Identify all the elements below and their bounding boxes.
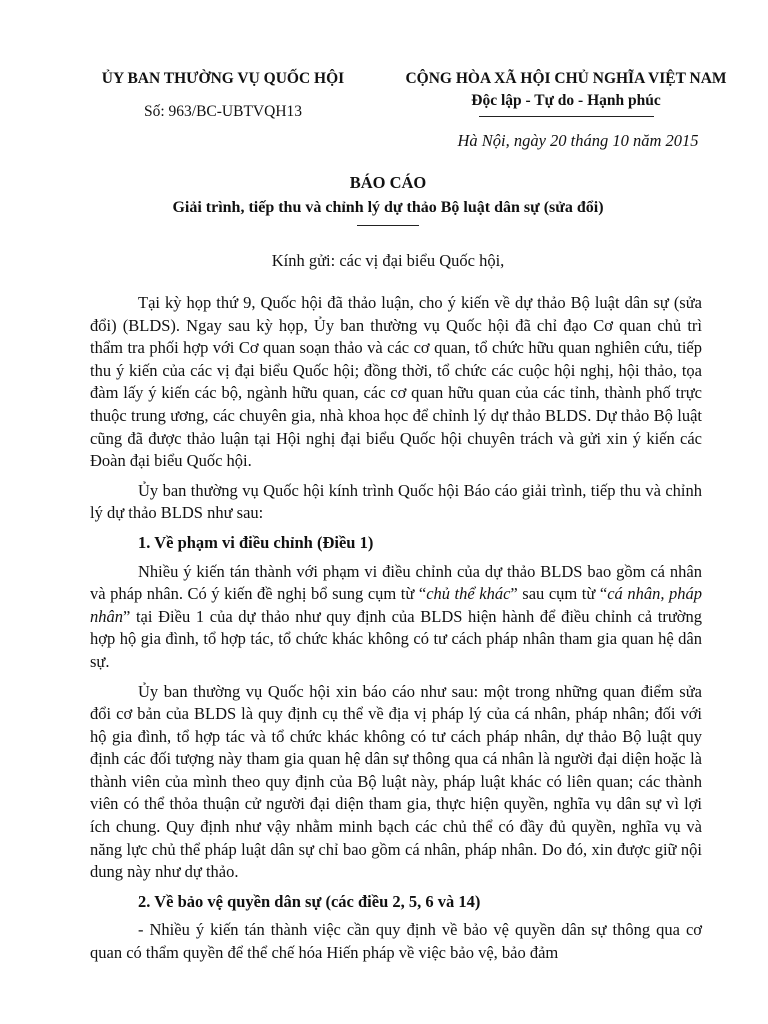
paragraph-committee-response: Ủy ban thường vụ Quốc hội xin báo cáo như sau: một trong những quan điểm sửa đổi cơ bản của BLDS là quy định cụ thể về địa vị pháp lý của cá nhân, pháp nhân; đối với hộ gia đình, tổ hợp tác và tổ chức khác không có tư cách pháp nhân, dự thảo Bộ luật quy định các đối tượng này tham gia quan hệ dân sự thông qua cá nhân là người đại diện hoặc là thành viên của mình theo quy định của Bộ luật này, pháp luật khác có liên quan; các thành viên có thể thỏa thuận cử người đại diện tham gia, thực hiện quyền, nghĩa vụ dân sự vì lợi ích chung. Quy định như vậy nhằm minh bạch các chủ thể có đầy đủ quyền, nghĩa vụ và năng lực chủ thể pháp luật dân sự chỉ bao gồm cá nhân, pháp nhân. Do đó, xin được giữ nội dung này như dự thảo.: [90, 681, 702, 882]
text-run: ” sau cụm từ “: [510, 584, 608, 604]
place-and-date: Hà Nội, ngày 20 tháng 10 năm 2015: [457, 131, 699, 150]
issuing-authority-name: ỦY BAN THƯỜNG VỤ QUỐC HỘI: [101, 70, 345, 87]
report-title-block: [90, 172, 686, 226]
text-run: Nhiều ý kiến tán thành với phạm vi điều chỉnh của dự thảo BLDS bao gồm cá nhân và pháp nhân. Có ý kiến đề nghị bổ sung cụm từ “: [90, 561, 702, 604]
paragraph-scope-opinions: [90, 561, 702, 674]
italic-term: cá nhân, pháp nhân: [90, 584, 702, 626]
national-motto: Độc lập - Tự do - Hạnh phúc: [471, 92, 661, 109]
italic-term: chủ thể khác: [426, 584, 511, 604]
report-title: BÁO CÁO: [349, 173, 427, 192]
text-run: ” tại Điều 1 của dự thảo như quy định của BLDS hiện hành để điều chỉnh cả trường hợp hộ gia đình, tổ hợp tác, tổ chức khác không có tư cách pháp nhân tham gia quan hệ dân sự.: [90, 606, 702, 671]
title-divider: [357, 225, 419, 226]
section-heading-2: 2. Về bảo vệ quyền dân sự (các điều 2, 5, 6 và 14): [138, 891, 481, 911]
document-number: Số: 963/BC-UBTVQH13: [143, 103, 303, 120]
paragraph-submission: Ủy ban thường vụ Quốc hội kính trình Quốc hội Báo cáo giải trình, tiếp thu và chỉnh lý dự thảo BLDS như sau:: [90, 480, 702, 523]
paragraph-civil-rights: - Nhiều ý kiến tán thành việc cần quy định về bảo vệ quyền dân sự thông qua cơ quan có thẩm quyền để thể chế hóa Hiến pháp về việc bảo vệ, bảo đảm: [90, 920, 702, 963]
issuing-authority-block: [88, 68, 358, 122]
section-heading-1: 1. Về phạm vi điều chỉnh (Điều 1): [138, 532, 374, 552]
national-title-block: [370, 68, 762, 117]
recipient-line: Kính gửi: các vị đại biểu Quốc hội,: [271, 251, 505, 270]
paragraph-intro: Tại kỳ họp thứ 9, Quốc hội đã thảo luận, cho ý kiến về dự thảo Bộ luật dân sự (sửa đổi) (BLDS). Ngay sau kỳ họp, Ủy ban thường vụ Quốc hội đã chỉ đạo Cơ quan chủ trì thẩm tra phối hợp với Cơ quan soạn thảo và các cơ quan, tổ chức hữu quan nghiên cứu, tiếp thu ý kiến của các vị đại biểu Quốc hội; đồng thời, tổ chức các cuộc hội nghị, hội thảo, tọa đàm lấy ý kiến các bộ, ngành hữu quan, các cơ quan hữu quan của các tỉnh, thành phố trực thuộc trung ương, các chuyên gia, nhà khoa học để chỉnh lý dự thảo BLDS. Dự thảo Bộ luật cũng đã được thảo luận tại Hội nghị đại biểu Quốc hội chuyên trách và gửi xin ý kiến các Đoàn đại biểu Quốc hội.: [90, 293, 702, 471]
report-subtitle: Giải trình, tiếp thu và chỉnh lý dự thảo Bộ luật dân sự (sửa đổi): [172, 199, 604, 216]
motto-underline: [479, 116, 654, 117]
document-body: [90, 292, 702, 972]
country-name: CỘNG HÒA XÃ HỘI CHỦ NGHĨA VIỆT NAM: [405, 70, 727, 87]
